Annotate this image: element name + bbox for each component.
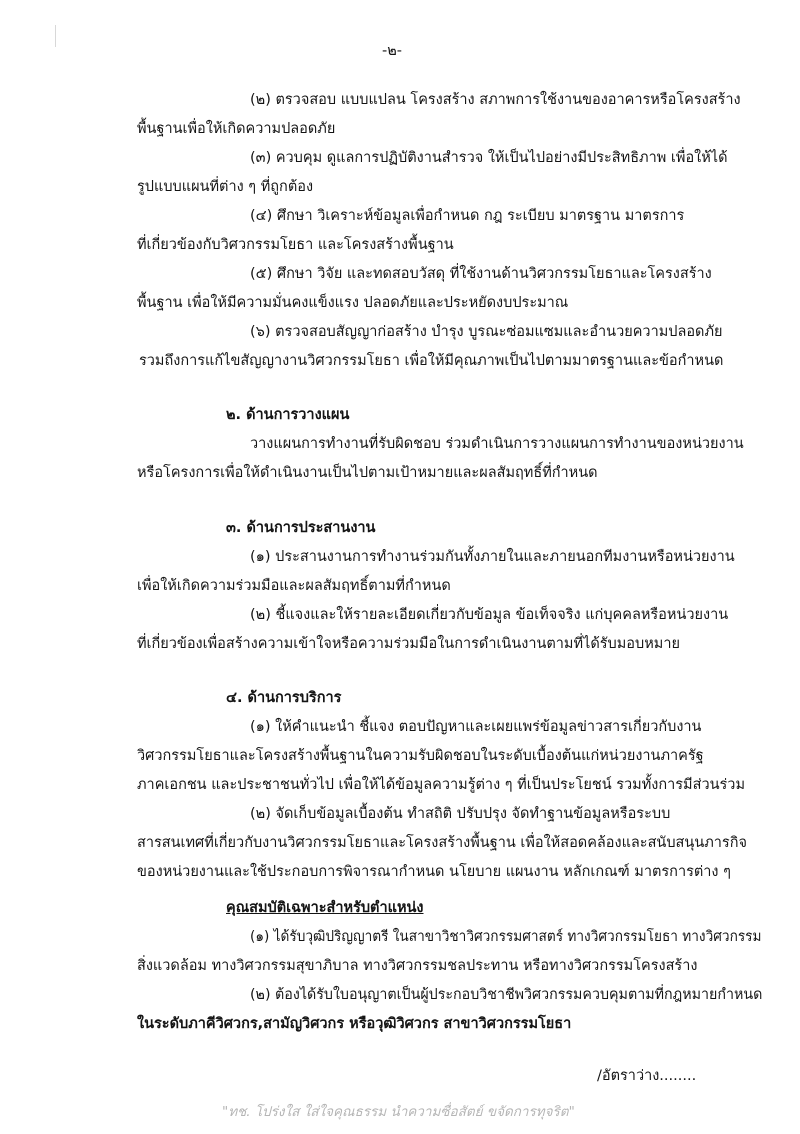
service-line: (๒) จัดเก็บข้อมูลเบื้องต้น ทำสถิติ ปรับปรุง จัดทำฐานข้อมูลหรือระบบ	[250, 806, 671, 822]
duty-item-3-cont: รูปแบบแผนที่ต่าง ๆ ที่ถูกต้อง	[137, 179, 314, 195]
service-line: ภาคเอกชน และประชาชนทั่วไป เพื่อให้ได้ข้อมูลความรู้ต่าง ๆ ที่เป็นประโยชน์ รวมทั้งการมีส่วนร่วม	[137, 777, 746, 793]
service-line: วิศวกรรมโยธาและโครงสร้างพื้นฐานในความรับผิดชอบในระดับเบื้องต้นแก่หน่วยงานภาครัฐ	[137, 748, 704, 764]
coordination-line: (๒) ชี้แจงและให้รายละเอียดเกี่ยวกับข้อมูล ข้อเท็จจริง แก่บุคคลหรือหน่วยงาน	[250, 607, 729, 623]
duty-item-5-cont: พื้นฐาน เพื่อให้มีความมั่นคงแข็งแรง ปลอดภัยและประหยัดงบประมาณ	[137, 295, 569, 311]
qualification-line: (๒) ต้องได้รับใบอนุญาตเป็นผู้ประกอบวิชาชีพวิศวกรรมควบคุมตามที่กฎหมายกำหนด	[250, 987, 763, 1003]
qualifications-heading: คุณสมบัติเฉพาะสำหรับตำแหน่ง	[226, 900, 424, 916]
service-line: ของหน่วยงานและใช้ประกอบการพิจารณากำหนด นโยบาย แผนงาน หลักเกณฑ์ มาตรการต่าง ๆ	[137, 864, 731, 880]
service-line: สารสนเทศที่เกี่ยวกับงานวิศวกรรมโยธาและโครงสร้างพื้นฐาน เพื่อให้สอดคล้องและสนับสนุนภารกิจ	[137, 835, 747, 851]
qualification-line: (๑) ได้รับวุฒิปริญญาตรี ในสาขาวิชาวิศวกรรมศาสตร์ ทางวิศวกรรมโยธา ทางวิศวกรรม	[250, 929, 762, 945]
page-number: -๒-	[382, 43, 403, 59]
coordination-line: (๑) ประสานงานการทำงานร่วมกันทั้งภายในและภายนอกทีมงานหรือหน่วยงาน	[250, 549, 735, 565]
section-heading-service: ๔. ด้านการบริการ	[226, 690, 342, 706]
coordination-line: เพื่อให้เกิดความร่วมมือและผลสัมฤทธิ์ตามที่กำหนด	[137, 578, 451, 594]
planning-line: หรือโครงการเพื่อให้ดำเนินงานเป็นไปตามเป้าหมายและผลสัมฤทธิ์ที่กำหนด	[137, 465, 598, 481]
service-line: (๑) ให้คำแนะนำ ชี้แจง ตอบปัญหาและเผยแพร่ข้อมูลข่าวสารเกี่ยวกับงาน	[250, 719, 702, 735]
coordination-line: ที่เกี่ยวข้องเพื่อสร้างความเข้าใจหรือความร่วมมือในการดำเนินงานตามที่ได้รับมอบหมาย	[137, 636, 680, 652]
duty-item-4-cont: ที่เกี่ยวข้องกับวิศวกรรมโยธา และโครงสร้างพื้นฐาน	[137, 237, 454, 253]
duty-item-4: (๔) ศึกษา วิเคราะห์ข้อมูลเพื่อกำหนด กฎ ระเบียบ มาตรฐาน มาตรการ	[250, 208, 685, 224]
qualification-line: ในระดับภาคีวิศวกร,สามัญวิศวกร หรือวุฒิวิศวกร สาขาวิศวกรรมโยธา	[137, 1016, 572, 1032]
qualification-line: สิ่งแวดล้อม ทางวิศวกรรมสุขาภิบาล ทางวิศวกรรมชลประทาน หรือทางวิศวกรรมโครงสร้าง	[137, 958, 698, 974]
continuation-marker: /อัตราว่าง........	[597, 1068, 697, 1084]
scan-mark	[55, 25, 56, 47]
duty-item-6-cont: รวมถึงการแก้ไขสัญญางานวิศวกรรมโยธา เพื่อให้มีคุณภาพเป็นไปตามมาตรฐานและข้อกำหนด	[139, 353, 724, 369]
duty-item-2: (๒) ตรวจสอบ แบบแปลน โครงสร้าง สภาพการใช้งานของอาคารหรือโครงสร้าง	[250, 92, 741, 108]
duty-item-6: (๖) ตรวจสอบสัญญาก่อสร้าง บำรุง บูรณะซ่อมแซมและอำนวยความปลอดภัย	[250, 324, 723, 340]
duty-item-2-cont: พื้นฐานเพื่อให้เกิดความปลอดภัย	[137, 121, 336, 137]
section-heading-coordination: ๓. ด้านการประสานงาน	[226, 520, 376, 536]
footer-motto: "ทช. โปร่งใส ใส่ใจคุณธรรม นำความซื่อสัตย์ ขจัดการทุจริต"	[222, 1104, 575, 1120]
planning-line: วางแผนการทำงานที่รับผิดชอบ ร่วมดำเนินการวางแผนการทำงานของหน่วยงาน	[250, 436, 744, 452]
duty-item-3: (๓) ควบคุม ดูแลการปฏิบัติงานสำรวจ ให้เป็นไปอย่างมีประสิทธิภาพ เพื่อให้ได้	[250, 150, 728, 166]
section-heading-planning: ๒. ด้านการวางแผน	[226, 407, 350, 423]
duty-item-5: (๕) ศึกษา วิจัย และทดสอบวัสดุ ที่ใช้งานด้านวิศวกรรมโยธาและโครงสร้าง	[250, 266, 712, 282]
